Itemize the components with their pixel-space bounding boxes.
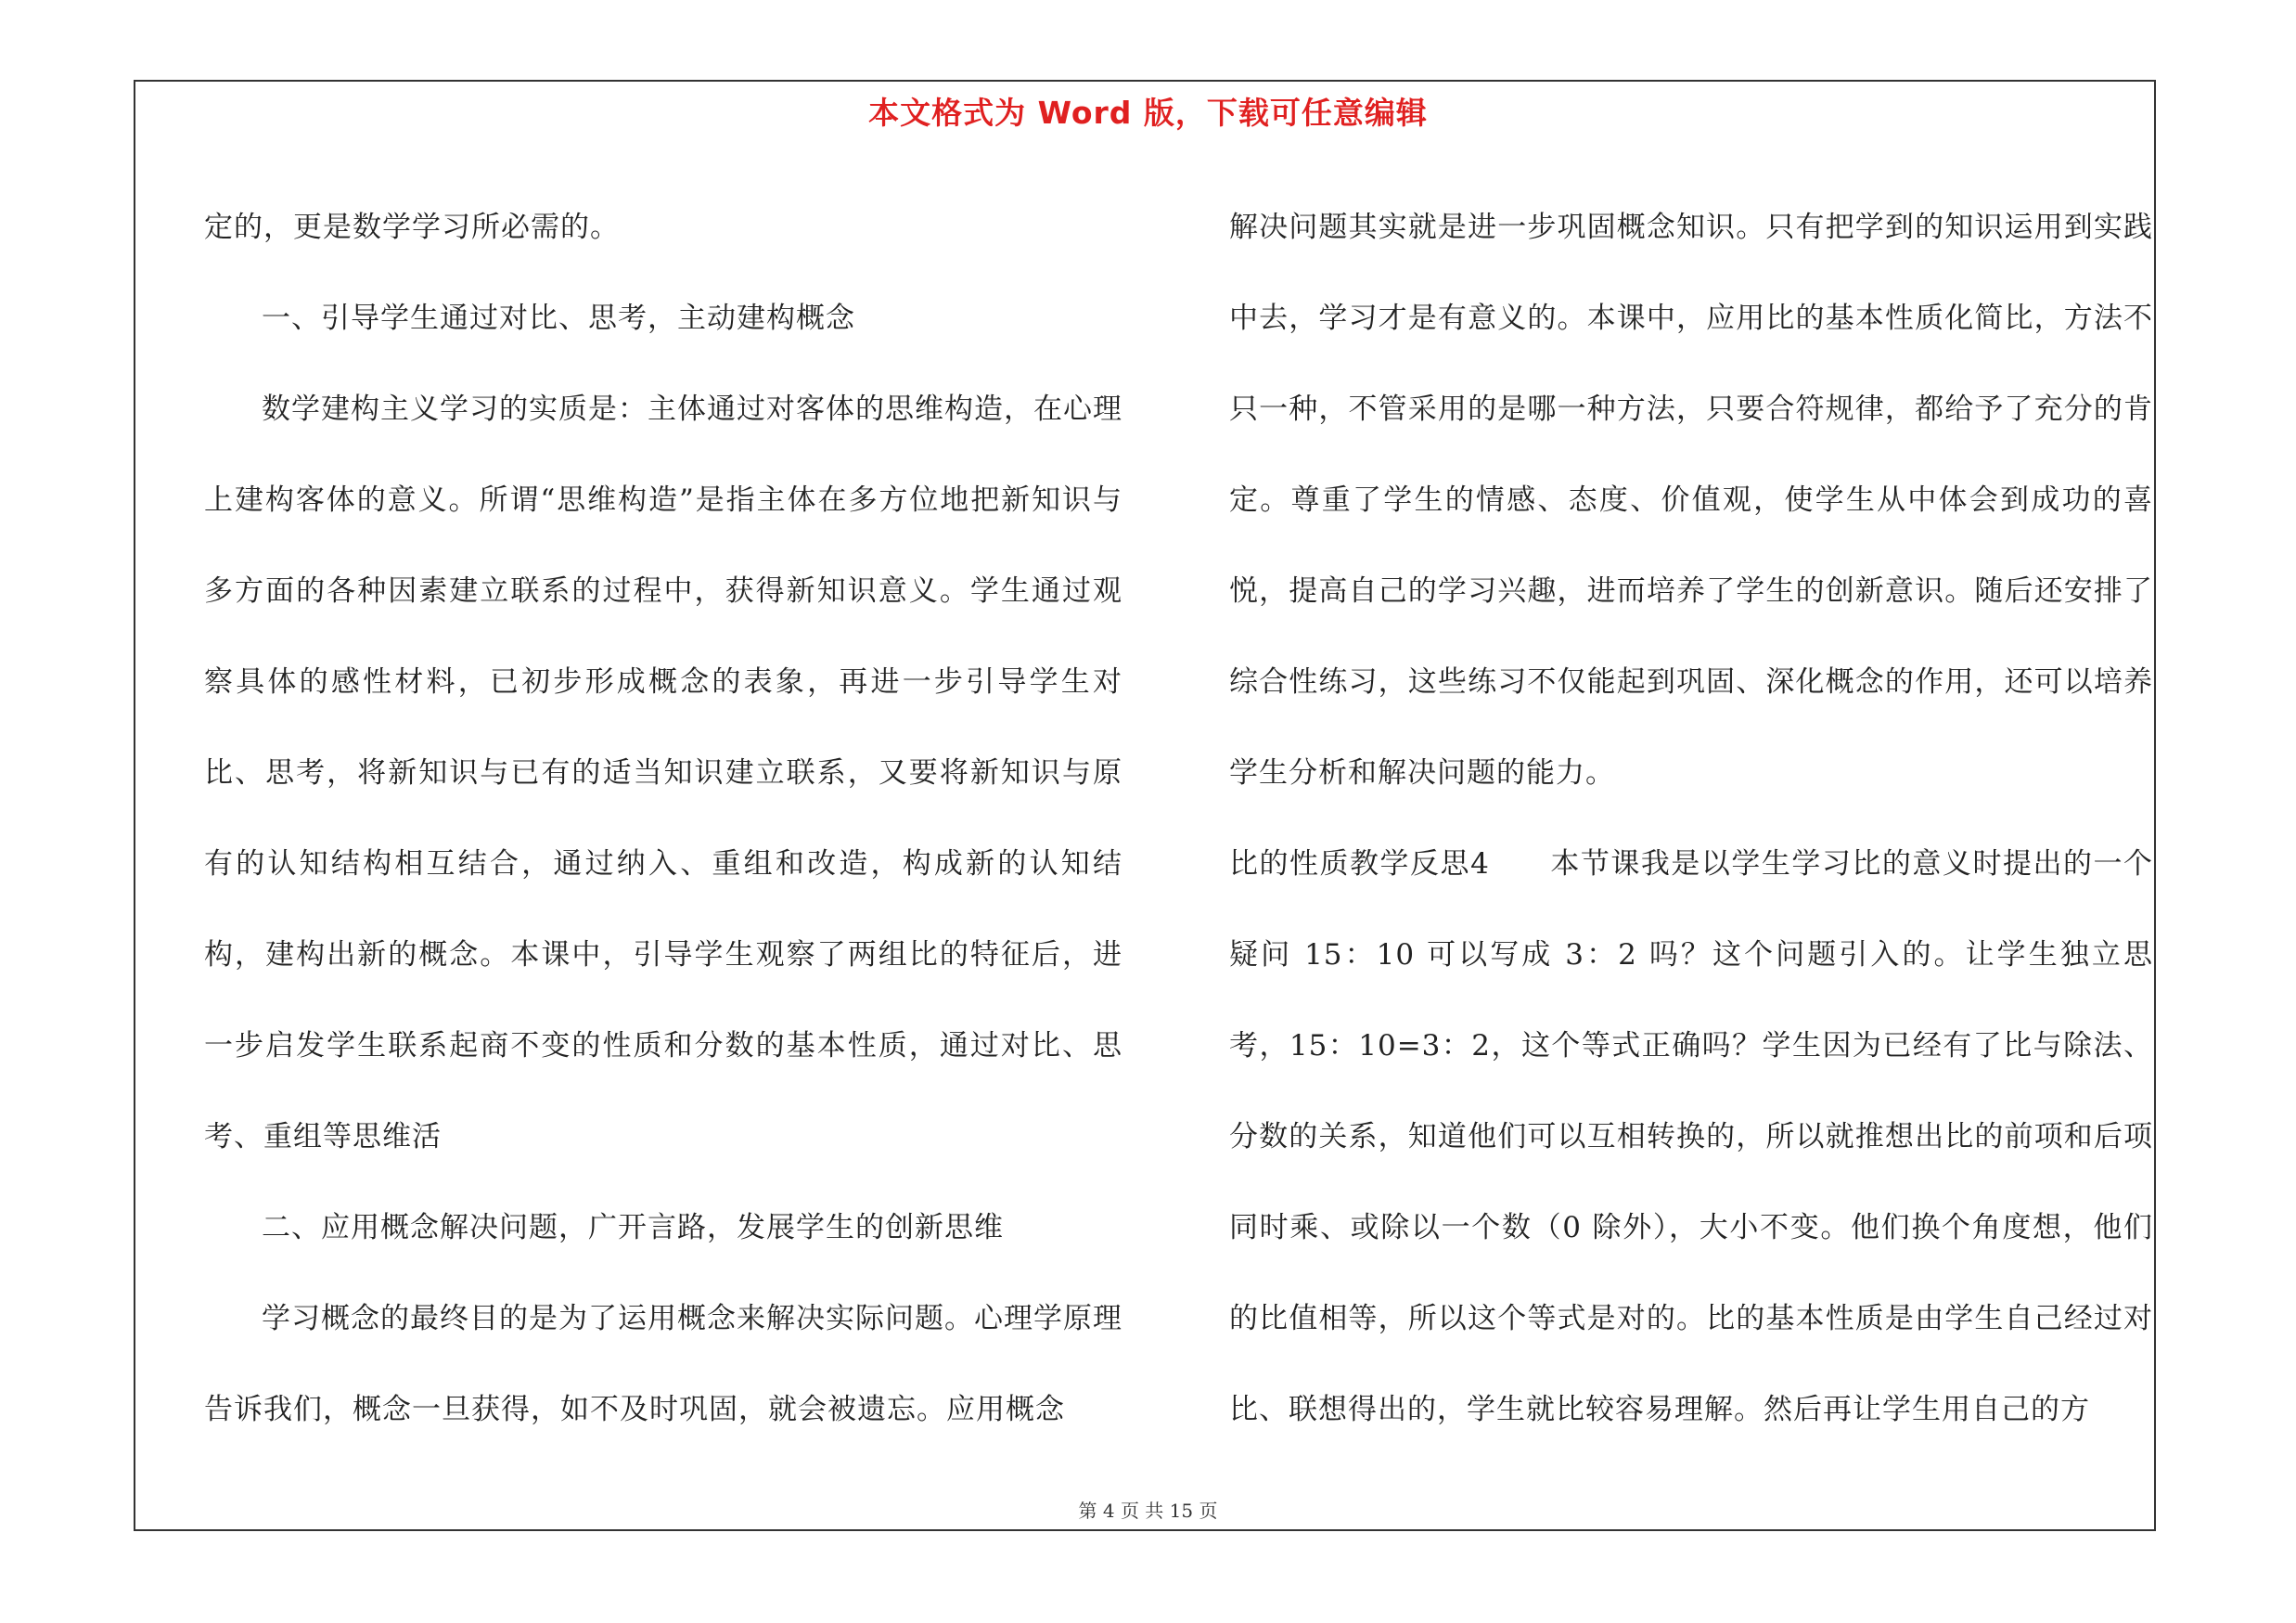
left-column [204,182,1122,1455]
paragraph: 学习概念的最终目的是为了运用概念来解决实际问题。心理学原理告诉我们，概念一旦获得，如不及时巩固，就会被遗忘。应用概念 [204,1302,1122,1426]
right-column [1229,182,2153,1455]
paragraph: 数学建构主义学习的实质是：主体通过对客体的思维构造，在心理上建构客体的意义。所谓“思维构造”是指主体在多方位地把新知识与多方面的各种因素建立联系的过程中，获得新知识意义。学生通过观察具体的感性材料，已初步形成概念的表象，再进一步引导学生对比、思考，将新知识与已有的适当知识建立联系，又要将新知识与原有的认知结构相互结合，通过纳入、重组和改造，构成新的认知结构，建构出新的概念。本课中，引导学生观察了两组比的特征后，进一步启发学生联系起商不变的性质和分数的基本性质，通过对比、思考、重组等思维活 [204,393,1122,1153]
format-banner: 本文格式为 Word 版，下载可任意编辑 [868,95,1428,131]
page-number: 第 4 页 共 15 页 [1078,1500,1218,1522]
section-heading-1: 一、引导学生通过对比、思考，主动建构概念 [262,302,855,335]
paragraph: 定的，更是数学学习所必需的。 [204,211,620,244]
paragraph: 解决问题其实就是进一步巩固概念知识。只有把学到的知识运用到实践中去，学习才是有意义的。本课中，应用比的基本性质化简比，方法不只一种，不管采用的是哪一种方法，只要合符规律，都给予了充分的肯定。尊重了学生的情感、态度、价值观，使学生从中体会到成功的喜悦，提高自己的学习兴趣，进而培养了学生的创新意识。随后还安排了综合性练习，这些练习不仅能起到巩固、深化概念的作用，还可以培养学生分析和解决问题的能力。 [1229,211,2153,790]
section-heading-2: 二、应用概念解决问题，广开言路，发展学生的创新思维 [262,1211,1004,1244]
paragraph: 比的性质教学反思4 本节课我是以学生学习比的意义时提出的一个疑问 15：10 可以写成 3：2 吗？这个问题引入的。让学生独立思考，15：10=3：2，这个等式正确吗？学生因为已经有了比与除法、分数的关系，知道他们可以互相转换的，所以就推想出比的前项和后项同时乘、或除以一个数（0 除外），大小不变。他们换个角度想，他们的比值相等，所以这个等式是对的。比的基本性质是由学生自己经过对比、联想得出的，学生就比较容易理解。然后再让学生用自己的方 [1229,847,2153,1426]
